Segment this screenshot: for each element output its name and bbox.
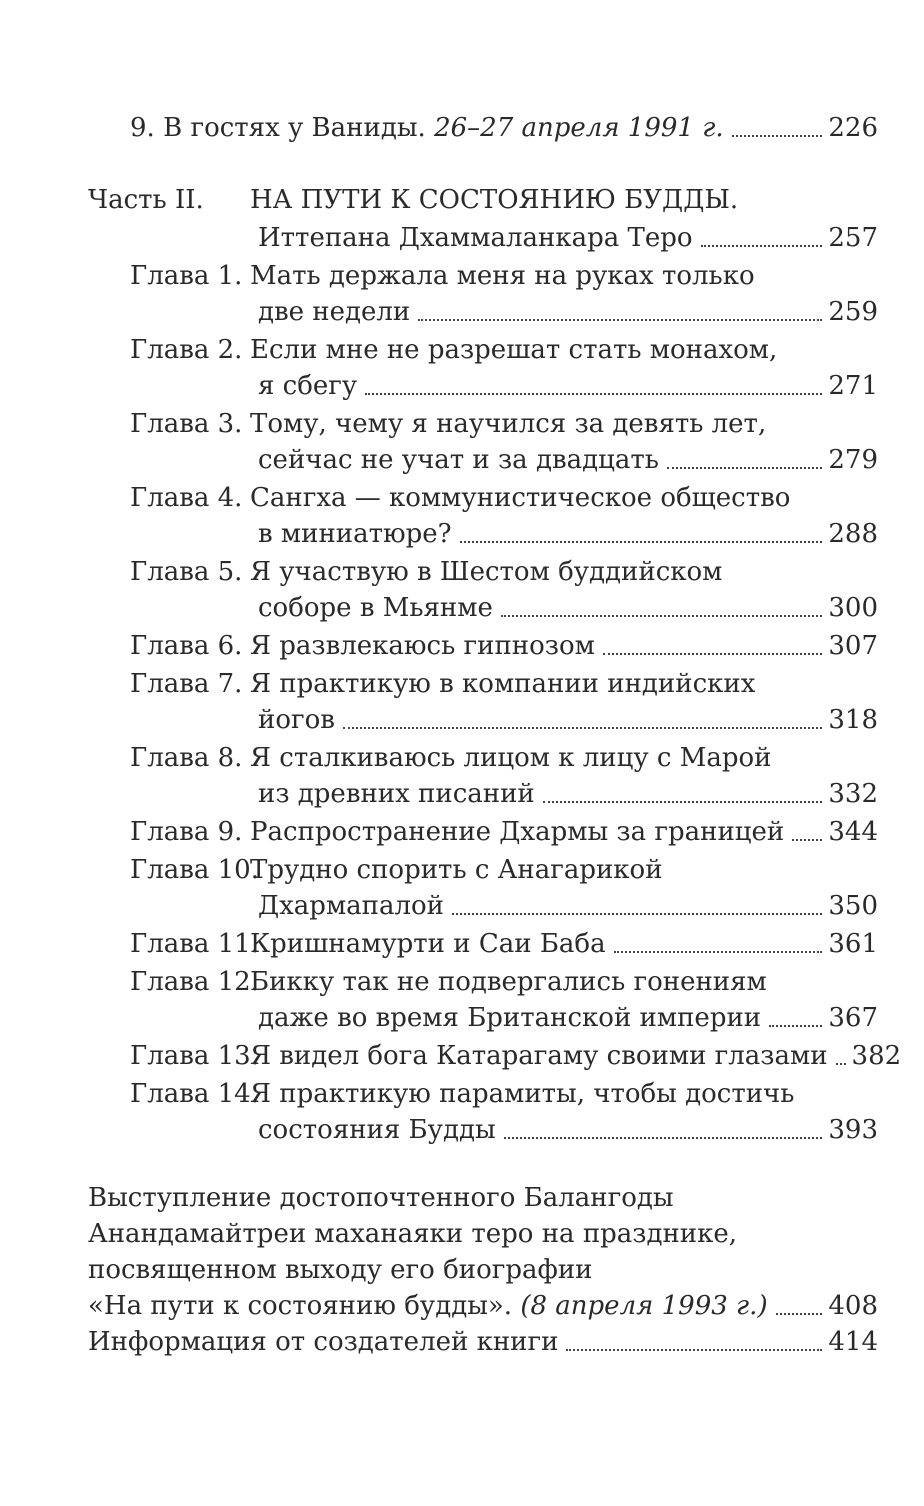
chapter-label: Глава 5.	[130, 557, 243, 587]
part-title: НА ПУТИ К СОСТОЯНИЮ БУДДЫ.	[250, 185, 739, 215]
chapter-title-line-1: Бикку так не подвергались гонениям	[250, 967, 767, 997]
chapter-title: соборе в Мьянме	[258, 593, 493, 623]
chapter-label: Глава 14.	[130, 1079, 259, 1109]
page-number: 414	[828, 1327, 878, 1357]
speech-line-2: Анандамайтреи маханаяки теро на празднике,	[88, 1219, 738, 1249]
page-number: 408	[828, 1291, 878, 1321]
chapter-entry-13	[250, 1038, 902, 1074]
chapter-title: состояния Будды	[258, 1115, 496, 1145]
chapter-label: Глава 8.	[130, 743, 243, 773]
chapter-entry-14	[258, 1112, 878, 1148]
dot-leader	[566, 1329, 822, 1351]
chapter-title-line-1: Я участвую в Шестом буддийском	[250, 557, 723, 587]
page-number: 257	[828, 223, 878, 253]
page-number: 318	[828, 705, 878, 735]
page-number: 361	[828, 929, 878, 959]
page-number: 300	[828, 593, 878, 623]
chapter-entry-7	[258, 702, 878, 738]
chapter-entry-1	[258, 294, 878, 330]
dot-leader	[701, 225, 823, 247]
page-number: 367	[828, 1003, 878, 1033]
page-number: 271	[828, 371, 878, 401]
chapter-label: Глава 4.	[130, 483, 243, 513]
chapter-title-line-1: Я практикую в компании индийских	[250, 669, 756, 699]
chapter-label: Глава 12.	[130, 967, 259, 997]
chapter-label: Глава 9.	[130, 817, 243, 847]
chapter-title: из древних писаний	[258, 779, 535, 809]
chapter-entry-6	[250, 628, 878, 664]
dot-leader	[792, 819, 822, 841]
speech-date: (8 апреля 1993 г.)	[520, 1291, 768, 1321]
chapter-entry-5	[258, 590, 878, 626]
chapter-title-line-1: Сангха — коммунистическое общество	[250, 483, 791, 513]
dot-leader	[343, 707, 822, 729]
chapter-entry-12	[258, 1000, 878, 1036]
page-number: 226	[828, 113, 878, 143]
page-number: 344	[828, 817, 878, 847]
info-line	[88, 1324, 878, 1360]
dot-leader	[504, 1117, 823, 1139]
dot-leader	[603, 633, 823, 655]
page-number: 332	[828, 779, 878, 809]
entry-date: 26–27 апреля 1991 г.	[434, 113, 724, 143]
dot-leader	[452, 893, 822, 915]
chapter-title: йогов	[258, 705, 335, 735]
chapter-label: Глава 3.	[130, 409, 243, 439]
chapter-title: Распространение Дхармы за границей	[250, 817, 785, 847]
page-number: 382	[851, 1041, 902, 1071]
chapter-title: я сбегу	[258, 371, 358, 401]
chapter-entry-3	[258, 442, 878, 478]
chapter-label: Глава 13.	[130, 1041, 259, 1071]
chapter-title: две недели	[258, 297, 411, 327]
page-number: 307	[828, 631, 878, 661]
chapter-title-line-1: Мать держала меня на руках только	[250, 261, 755, 291]
chapter-title-line-1: Тому, чему я научился за девять лет,	[250, 409, 767, 439]
chapter-entry-2	[258, 368, 878, 404]
part-label: Часть II.	[88, 185, 204, 215]
chapter-entry-4	[258, 516, 878, 552]
chapter-label: Глава 2.	[130, 335, 243, 365]
part-author-line	[258, 220, 878, 256]
dot-leader	[418, 299, 822, 321]
chapter-entry-8	[258, 776, 878, 812]
dot-leader	[614, 931, 823, 953]
chapter-label: Глава 10.	[130, 855, 259, 885]
page-number: 350	[828, 891, 878, 921]
part-author: Иттепана Дхаммаланкара Теро	[258, 223, 693, 253]
speech-line-3: посвященном выходу его биографии	[88, 1255, 593, 1285]
dot-leader	[365, 373, 822, 395]
chapter-title: Я развлекаюсь гипнозом	[250, 631, 595, 661]
page-number: 279	[828, 445, 878, 475]
page-number: 393	[828, 1115, 878, 1145]
toc-entry-9	[130, 110, 878, 146]
dot-leader	[732, 115, 823, 137]
chapter-entry-9	[250, 814, 878, 850]
chapter-label: Глава 11.	[130, 929, 259, 959]
speech-line-4	[88, 1288, 878, 1324]
dot-leader	[836, 1043, 846, 1065]
speech-title: «На пути к состоянию будды».	[88, 1291, 513, 1321]
chapter-label: Глава 6.	[130, 631, 243, 661]
chapter-title: Кришнамурти и Саи Баба	[250, 929, 606, 959]
chapter-entry-11	[250, 926, 878, 962]
dot-leader	[460, 521, 823, 543]
info-title: Информация от создателей книги	[88, 1327, 559, 1357]
entry-title: 9. В гостях у Ваниды.	[130, 113, 426, 143]
page-number: 288	[828, 519, 878, 549]
chapter-title: сейчас не учат и за двадцать	[258, 445, 659, 475]
chapter-title: Я видел бога Катарагаму своими глазами	[250, 1041, 828, 1071]
page-number: 259	[828, 297, 878, 327]
chapter-title: Дхармапалой	[258, 891, 444, 921]
dot-leader	[667, 447, 822, 469]
chapter-title: даже во время Британской империи	[258, 1003, 762, 1033]
chapter-entry-10	[258, 888, 878, 924]
chapter-label: Глава 7.	[130, 669, 243, 699]
chapter-label: Глава 1.	[130, 261, 243, 291]
chapter-title: в миниатюре?	[258, 519, 452, 549]
dot-leader	[769, 1005, 822, 1027]
chapter-title-line-1: Я практикую парамиты, чтобы достичь	[250, 1079, 795, 1109]
speech-line-1: Выступление достопочтенного Балангоды	[88, 1183, 674, 1213]
chapter-title-line-1: Трудно спорить с Анагарикой	[250, 855, 663, 885]
dot-leader	[501, 595, 823, 617]
chapter-title-line-1: Я сталкиваюсь лицом к лицу с Марой	[250, 743, 772, 773]
dot-leader	[776, 1293, 823, 1315]
chapter-title-line-1: Если мне не разрешат стать монахом,	[250, 335, 778, 365]
dot-leader	[543, 781, 823, 803]
